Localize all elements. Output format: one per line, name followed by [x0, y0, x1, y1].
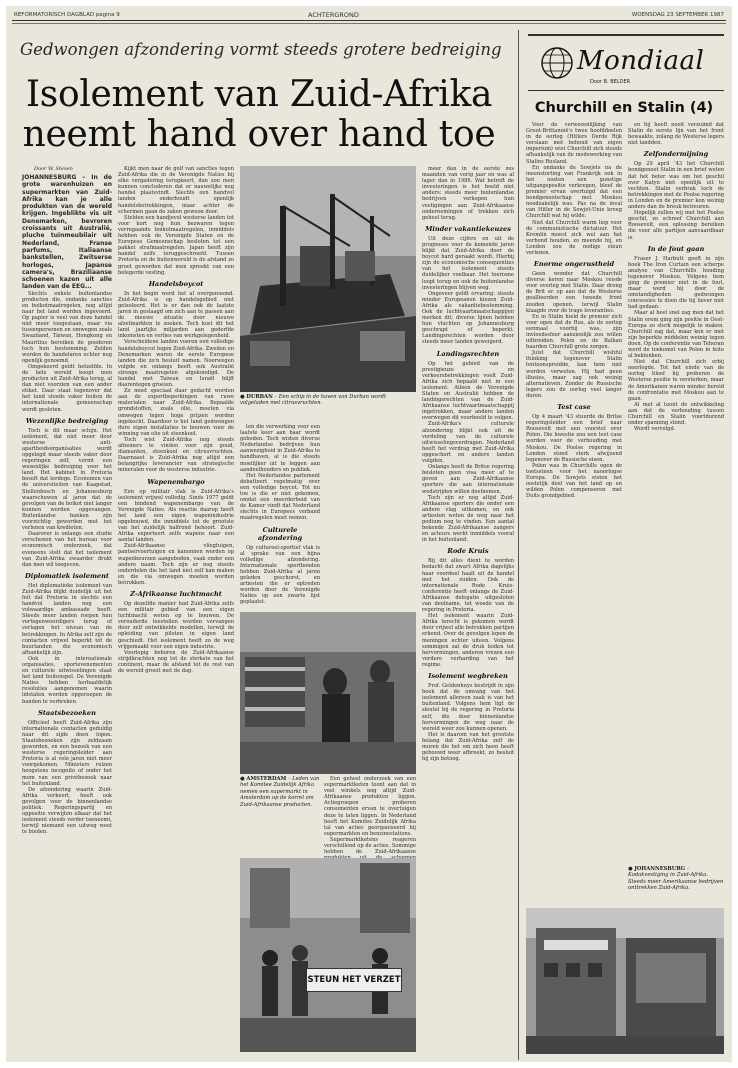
paragraph: en hij heeft nooit verzuimd dat Stalin de eerste lijn van het front bewaakte, zolang de Westerse legers niet landden.	[628, 122, 724, 147]
mondiaal-column-1	[526, 122, 622, 862]
subheading: Test case	[557, 403, 591, 412]
subheading: Culturele afzondering	[257, 525, 303, 542]
paragraph: Daarover is onlangs een studie verschenen van het bureau voor economisch onderzoek, dat eveneens stelt dat het isolement van Zuid-Afrika zwaarder drukt dan men wil toegeven.	[22, 531, 112, 568]
photo-amsterdam-supermarket	[240, 612, 416, 774]
header-rule	[12, 20, 726, 21]
paragraph: Prof. Geldenhuys bestrijdt in zijn boek dat de omvang van het isolement allereen zaak is van het buitenland. Volgens hem ligt de sleutel bij de regering in Pretoria zelf, die door binnenlandse hervormingen de weg naar de wereld weer zou kunnen openen.	[422, 683, 514, 732]
paragraph: Maar al heel snel zag men dat het Stalin erom ging zijn positie in Oost-Europa zo sterk mogelijk te maken. Churchill zag dat, maar kon er met zijn beperkte middelen weinig tegen doen. Op de conferentie van Teheran werd de toekomst van Polen in feite al beklonken.	[628, 310, 724, 360]
paragraph: De afzondering waarin Zuid-Afrika verkeert, heeft ook gevolgen voor de binnenlandse politiek. Regeringspartij en oppositie verwijten elkaar dat het isolement steeds verder toeneemt, terwijl niemand een uitweg weet te bieden.	[22, 786, 112, 836]
paragraph: Het Nederlandse parlement debatteert regelmatig over een volledige boycot. Tot nu toe is die er niet gekomen, omdat een meerderheid van de Kamer vindt dat Nederland slechts in Europees verband maatregelen moet nemen.	[240, 472, 320, 522]
article-column-2	[118, 166, 234, 1054]
paragraph: Bij dit alles dient te worden bedacht dat zwart Afrika dagelijks haar voordeel haalt uit de handel met het zuiden. Ook de internationale Rode Kruis-conferentie heeft onlangs de Zuid-Afrikaanse delegatie uitgesloten van deelname, tot woede van de regering in Pretoria.	[422, 558, 514, 614]
paragraph: Omgekeerd geldt hetzelfde. In de hele wereld koopt men producten uit Zuid-Afrika terug, al dan niet voorzien van een ander etiket. Daar staat tegenover dat het land steeds vaker buiten de internationale gemeenschap wordt gesloten.	[22, 363, 112, 413]
column-divider	[518, 30, 519, 1060]
caption-durban	[240, 394, 416, 422]
caption-durban-marker: ● DURBAN	[240, 394, 273, 400]
subheading: Enorme ongerustheid	[533, 260, 615, 269]
subheading: Isolement wegbreken	[428, 672, 508, 681]
article-column-3-top	[240, 424, 320, 614]
subheading: Minder vakantiekeuzes	[425, 224, 511, 233]
paragraph: Toch wist Zuid-Afrika nog steeds afnemers te vinden voor zijn goud, diamanten, steenkool en citrusvruchten. Daarnaast is Zuid-Afrika nog altijd een belangrijke leverancier van strategische mineralen voor de westerse industrie.	[118, 436, 234, 474]
article-column-1	[22, 174, 112, 1054]
paragraph: JOHANNESBURG – In de grote warenhuizen en supermarkten van Zuid-Afrika kan je alle produkten van de wereld krijgen. Ingeblikte vis uit Denemarken, bevroren croissants uit Australië, pluche tuinmeubilair uit Nederland, Franse parfums, Italiaanse bankstellen, Zwitserse horloges, Japanse camera's, Braziliaanse schoenen kazen uit alle landen van de EEG...	[22, 174, 112, 291]
caption-johannesburg-marker: ● JOHANNESBURG	[628, 866, 686, 872]
paragraph: Het is daarom van het grootste belang dat Zuid-Afrika zelf de muren die het om zich heen heeft gebouwd weer afbreekt, zo besluit hij zijn betoog.	[422, 731, 514, 763]
caption-amsterdam-marker: ● AMSTERDAM	[240, 776, 287, 782]
paragraph: Voorlopig behoren de Zuid-Afrikaanse strijdkrachten nog tot de sterkste van het continent, maar de afstand tot de rest van de wereld groeit met de dag.	[118, 649, 234, 675]
paragraph: Polen was in Churchills ogen de toetssteen voor het naoorlogse Europa. De Sowjets eisten het oostelijk deel van het land op en wilden Polen compenseren met Duits grondgebied.	[526, 462, 622, 500]
paragraph: En in Stalin hield de premier zich voor ogen dat de Rus, als de oorlog eenmaal voorbij was, zijn invloedssfeer aanzienlijk zou willen uitbreiden. Polen en de Balkan baarden Churchill grote zorgen.	[526, 313, 622, 351]
paragraph: Geen wonder dat Churchill diverse keren naar Moskou reisde voor overleg met Stalin. Daar drong de Brit er op aan dat de Westerse geallieerden een tweede front zouden openen, terwijl Stalin klaagde over de trage leveranties.	[526, 271, 622, 314]
paragraph: Al met al toont de ontwikkeling aan dat de verhouding tussen Churchill en Stalin voortdurend onder spanning stond.	[628, 401, 724, 427]
paragraph: Niet dat Churchill warm liep voor de communistische dictatuur. Het Kremlin moest zich wel aan het verbond houden, zo meende hij, en Londen zou de nodige steun verlenen.	[526, 219, 622, 256]
globe-icon	[540, 46, 574, 80]
paragraph: Hopelijk zullen wij met het Poolse geschil, zo schreef Churchill aan Roosevelt, een oplossing bereiken die voor alle partijen aanvaardbaar is.	[628, 210, 724, 241]
byline: Door W. Steven	[34, 166, 73, 172]
paragraph: Het isolement waarin Zuid-Afrika terecht is gekomen wordt door vrijwel alle betrokken partijen erkend. Over de gevolgen lopen de meningen echter uiteen. Volgens sommigen zal de druk leiden tot hervormingen, anderen vrezen een verdere verharding van het regime.	[422, 613, 514, 668]
caption-durban-text: – Een schip in de haven van Durban wordt volgeladen met citrusvruchten.	[240, 394, 387, 407]
mondiaal-author: Door B. BELDER	[590, 79, 631, 85]
page-header-left: REFORMATORISCH DAGBLAD pagina 9	[14, 12, 120, 18]
paragraph: Voor de verwezenlijking van Groot-Brittannië's twee hoofddoelen in de oorlog (Hitlers Derde Rijk verslaan met behoud van eigen imperium) wist Churchill zich steeds afhankelijk van de medewerking van Stalins Rusland.	[526, 122, 622, 165]
headline-line-2: neemt hand over hand toe	[22, 114, 496, 155]
photo-durban-harbour	[240, 166, 416, 392]
paragraph: Zuid-Afrika's culturele afzondering blijkt ook uit de verdeling van de culturele uitwisselingsverdragen. Nederland heeft het verdrag met Zuid-Afrika opgeschort en andere landen volgden.	[422, 421, 514, 465]
paragraph: Verscheidene landen voeren een volledige handelsboycot tegen Zuid-Afrika. Zweden en Denemarken waren de eerste Europese landen die zo'n besluit namen. Noorwegen volgde en onlangs heeft ook Australië strenge maatregelen afgekondigd. De handel met Taiwan en Israël blijft daarentegen groeien.	[118, 339, 234, 389]
paragraph: Kijkt men naar de golf van sancties tegen Zuid-Afrika die in de Verenigde Naties bij elke vergadering terugkeert, dan zou men kunnen concluderen dat er nauwelijks nog handel plaatsvindt. Slechts een handvol landen onderhoudt openlijk handelsbetrekkingen, maar achter de schermen gaan de zaken gewoon door.	[118, 166, 234, 215]
mondiaal-column-2	[628, 122, 724, 862]
subheading: Landingsrechten	[436, 349, 500, 358]
paragraph: Stelden een handjevol westerse landen tot voor kort nog hun bezwaren tegen verregaande boikotmaatregelen, inmiddels hebben ook de Verenigde Staten en de Europese Gemeenschap besloten tot een pakket strafmaatregelen. Japan heeft zijn handel zelfs teruggeschroefd. Tussen Pretoria en de buitenwereld is de afstand zo groot geworden dat men spreekt van een belegerde vesting.	[118, 214, 234, 276]
subheading: Wapenembargo	[147, 477, 205, 486]
mondiaal-rule-bottom	[528, 90, 724, 91]
paragraph: Niet dat Churchill zich erbij neerlegde. Tot het einde van de oorlog bleef hij proberen de Westerse positie te versterken, maar de Amerikanen waren minder bereid de confrontatie met Moskou aan te gaan.	[628, 359, 724, 402]
series-title: Churchill en Stalin (4)	[534, 100, 714, 116]
paragraph: In het begin werd het al overgenoemd. Zuid-Afrika is op handelsgebied niet geïsoleerd. Het is er dan ook de laatste jaren in geslaagd om zich aan te passen aan de nieuwe situatie door nieuwe afzetmarkten te zoeken. Toch kost dit het land jaarlijks miljarden aan gederfde inkomsten en verlies van werkgelegenheid.	[118, 290, 234, 340]
photo-demonstration	[240, 858, 416, 1052]
paragraph: Wordt vervolgd.	[634, 426, 676, 433]
article-kicker: Gedwongen afzondering vormt steeds grotere bedreiging	[20, 40, 502, 59]
paragraph: Supermarktketens reageren verschillend op de acties. Sommige hebben de Zuid-Afrikaanse	[324, 836, 416, 856]
paragraph: Uit deze cijfers en uit de prognoses voor de komende jaren blijkt dat Zuid-Afrika door de boycot hard geraakt wordt. Hierbij zijn de economische consequenties van het isolement steeds duidelijker voelbaar. Het toerisme loopt terug en ook de buitenlandse investeringen blijven weg.	[422, 235, 514, 291]
subheading: Staatsbezoeken	[38, 708, 96, 717]
paragraph: Ongeveer geldt ervaring: steeds minder Europeanen kiezen Zuid-Afrika als vakantiebestemming. Ook de luchtvaartmaatschappijen merken dit; diverse lijnen hebben hun vluchten op Johannesburg geschrapt of beperkt. Landingsrechten worden door steeds meer landen geweigerd.	[422, 290, 514, 346]
page-header-date: WOENSDAG 23 SEPTEMBER 1987	[631, 12, 724, 18]
photo-kodak-johannesburg	[526, 908, 724, 1054]
header-rule-thin	[12, 23, 726, 24]
paragraph: Toch is dit maar schijn. Het isolement, dat niet meer door westerse anti-apartheidsorganisaties wordt opgelegd maar steeds vaker door regeringen zelf, vormt een wezenlijke bedreiging voor het land. Het kabinet in Pretoria beseft dat terdege. Economen van de universiteiten van Kaapstad, Stellenbosch en Johannesburg waarschuwen al jaren dat de gevolgen van de boikot niet langer kunnen worden opgevangen. Buitenlandse banken zijn voorzichtig geworden met het verlenen van kredieten.	[22, 427, 112, 532]
paragraph: Fraser J. Harbutt geeft in zijn boek The Iron Curtain een scherpe analyse van Churchills houding tegenover Moskou. Volgens hem ging de premier niet in de fout, maar werd hij door de omstandigheden gedwongen concessies te doen die hij liever niet had gedaan.	[628, 255, 724, 311]
subheading: Handelsboycot	[148, 279, 204, 288]
protest-banner: STEUN HET VERZET	[306, 968, 402, 992]
subheading: Zelfondermijning	[643, 150, 709, 159]
paragraph: Onlangs heeft de Britse regering besloten geen visa meer af te geven aan Zuid-Afrikaanse sporters die aan internationale wedstrijden willen deelnemen.	[422, 464, 514, 495]
paragraph: Toch zijn er nog altijd Zuid-Afrikaanse sporters die onder een andere vlag uitkomen, en ook artiesten weten de weg naar het podium nog te vinden. Een aantal bekende Zuid-Afrikaanse zangers en acteurs werkt inmiddels vooral in het buitenland.	[422, 494, 514, 544]
paragraph: Een geheel onderzoek van een supermarktketen toont aan dat in veel winkels nog altijd Zuid-Afrikaanse produkten liggen. Actiegroepen proberen consumenten ervan te overtuigen deze te laten liggen. In Nederland heeft het Komitee Zuidelijk Afrika tal van acties georganiseerd bij supermarkten en benzinestations.	[324, 776, 416, 837]
paragraph: Slechts enkele buitenlandse producten die, ondanks sancties en boikotmaatregelen, nog altijd naar het land worden ingevoerd. Op papier is veel van deze handel niet meer toegestaan, maar via tussenpersonen en omwegen zoals Swaziland, Taiwan, Hongkong en Mauritius bereiken de goederen toch hun bestemming. Zelden worden de handelaren echter nog openlijk genoemd.	[22, 290, 112, 364]
paragraph: Een op militair vlak is Zuid-Afrika's isolement vrijwel volledig. Sinds 1977 geldt een bindend wapenembargo van de Verenigde Naties. Als reactie daarop heeft het land een eigen wapenindustrie opgebouwd, die inmiddels tot de grootste van het zuidelijk halfrond behoort. Zuid-Afrika exporteert zelfs wapens naar een aantal landen.	[118, 488, 234, 544]
paragraph: Op dezelfde manier had Zuid-Afrika zelfs een militair gebied van een eigen luchtmacht weten op te bouwen. De verouderde toestellen worden vervangen door zelf ontwikkelde modellen, terwijl de opleiding van piloten in eigen land geschiedt. Het isolement heeft zo de weg vrijgemaakt voor een eigen industrie.	[118, 601, 234, 650]
paragraph: Ook in internationale organisaties, sportevenementen en culturele uitwisselingen staat het land buitenspel. De Verenigde Naties hebben herhaaldelijk resoluties aangenomen waarin lidstaten worden opgeroepen de banden te verbreken.	[22, 655, 112, 705]
paragraph: Officieel heeft Zuid-Afrika zijn internationale contacten geduldig naar dit zijde doen lopen. Staatsbezoeken zijn zeldzaam geworden, en een bezoek van een westerse regeringsleider aan Pretoria is al vele jaren niet meer voorgekomen. Ministers reizen hoogstens incognito of onder het mom van een privébezoek naar het buitenland.	[22, 719, 112, 787]
subheading: Rode Kruis	[447, 547, 489, 556]
paragraph: meer dan in de eerste zes maanden van vorig jaar en was al lager dan in 1986. Wat betreft de investeringen is het beeld niet anders: steeds meer buitenlandse bedrijven verkopen hun vestigingen aan Zuid-Afrikaanse ondernemingen of trekken zich geheel terug.	[422, 166, 514, 221]
page-header-section: ACHTERGROND	[308, 11, 359, 19]
article-column-4	[422, 166, 514, 1054]
paragraph: Juist dat Churchill wishful thinking tegenover Stalin tentoonspreidde, kan hem niet worden verweten. Hij had geen illusies, maar zag ook weinig alternatieven. Zonder de Russische legers zou de oorlog veel langer duren.	[526, 350, 622, 399]
subheading: Z-Afrikaanse luchtmacht	[130, 590, 222, 598]
paragraph: Zo moet speciaal daar gedacht worden aan de exportbeperkingen van ruwe materialen naar Zuid-Afrika. Bepaalde grondstoffen, zoals olie, moeten via omwegen tegen hoge prijzen worden ingekocht. Daardoor is het land gedwongen dure eigen installaties te bouwen voor de winning van olie uit steenkool.	[118, 388, 234, 437]
article-column-3-bottom	[324, 776, 416, 856]
caption-amsterdam	[240, 776, 320, 856]
paragraph: Op 4 maart '43 stuurde de Britse regeringsleider een brief naar Roosevelt met een voorstel over Polen. Die kwestie zou een test case worden voor de verhouding met Moskou. De Poolse regering in Londen stond sterk afwijzend tegenover de Russische eisen.	[526, 414, 622, 463]
paragraph: Zuid-Afrikaanse vliegtuigen, pantservoertuigen en kanonnen worden op wapenbeurzen aangeboden, vaak onder een andere naam. Toch zijn er nog steeds onderdelen die het land niet zelf kan maken en die via omwegen moeten worden betrokken.	[118, 543, 234, 586]
paragraph: En ondanks de Sowjets na de ineenstorting van Frankrijk ook in het oosten een gunstige uitgangspositie verkregen, bleef de premier ervan overtuigd dat een bondgenootschap met Moskou noodzakelijk was. Pas na de inval van Hitler in de Sowjet-Unie kreeg Churchill wat hij wilde.	[526, 164, 622, 220]
paragraph: Op cultureel-sportief vlak is al sprake van een bijna volledige afzondering. Internationale sportbonden hebben Zuid-Afrika al jaren geleden geschorst, en artiesten die er optreden worden door de Verenigde Naties op een zwarte lijst geplaatst.	[240, 544, 320, 606]
paragraph: Het diplomatieke isolement van Zuid-Afrika blijkt duidelijk uit het feit dat Pretoria in slechts een handvol landen nog een volwaardige ambassade heeft. Steeds meer landen roepen hun vertegenwoordigers terug of verlagen het niveau van de betrekkingen. In Afrika zelf zijn de contacten vrijwel beperkt tot de buurlanden die economisch afhankelijk zijn.	[22, 582, 112, 656]
mondiaal-title: Mondiaal	[577, 46, 705, 76]
caption-johannesburg-text: – Kodakvestiging in Zuid-Afrika. Steeds meer Amerikaanse bedrijven onttrekken Zuid-Afrika.	[628, 866, 724, 892]
subheading: Diplomatiek isolement	[25, 571, 109, 580]
headline-line-1: Isolement van Zuid-Afrika	[25, 74, 493, 115]
paragraph: Op 29 april '43 liet Churchill bondgenoot Stalin in een brief weten dat het beter was om het geschil over Katyn niet openlijk uit te vechten. Stalin verbrak toch de betrekkingen met de Poolse regering in Londen en de premier kon weinig anders dan de breuk betreuren.	[628, 161, 724, 211]
caption-amsterdam-text: – Leden van het Komitee Zuidelijk Afrika nemen een supermarkt in Amsterdam op de korrel om Zuid-Afrikaanse producten.	[240, 776, 320, 808]
subheading: In de fout gaan	[647, 244, 705, 253]
paragraph: Op het gebied van de prestigieuze en verkeersbetrekkingen voelt Zuid-Afrika zich bepaald niet in een isolement. Alleen de Verenigde Staten en Australië hebben de landingsrechten van de Zuid-Afrikaanse luchtvaartmaatschappij ingetrokken, maar andere landen overwegen dit voorbeeld te volgen.	[422, 360, 514, 422]
caption-johannesburg	[628, 866, 724, 906]
paragraph: ten die verwerking voor een laatste keer aan haar wordt geboden. Toch wisten diverse Nederlandse bedrijven hun aanwezigheid in Zuid-Afrika te handhaven, al is die steeds moeilijker uit te leggen aan aandeelhouders en publiek.	[240, 424, 320, 473]
mondiaal-rule-top	[528, 34, 724, 36]
subheading: Wezenlijke bedreiging	[25, 416, 109, 425]
